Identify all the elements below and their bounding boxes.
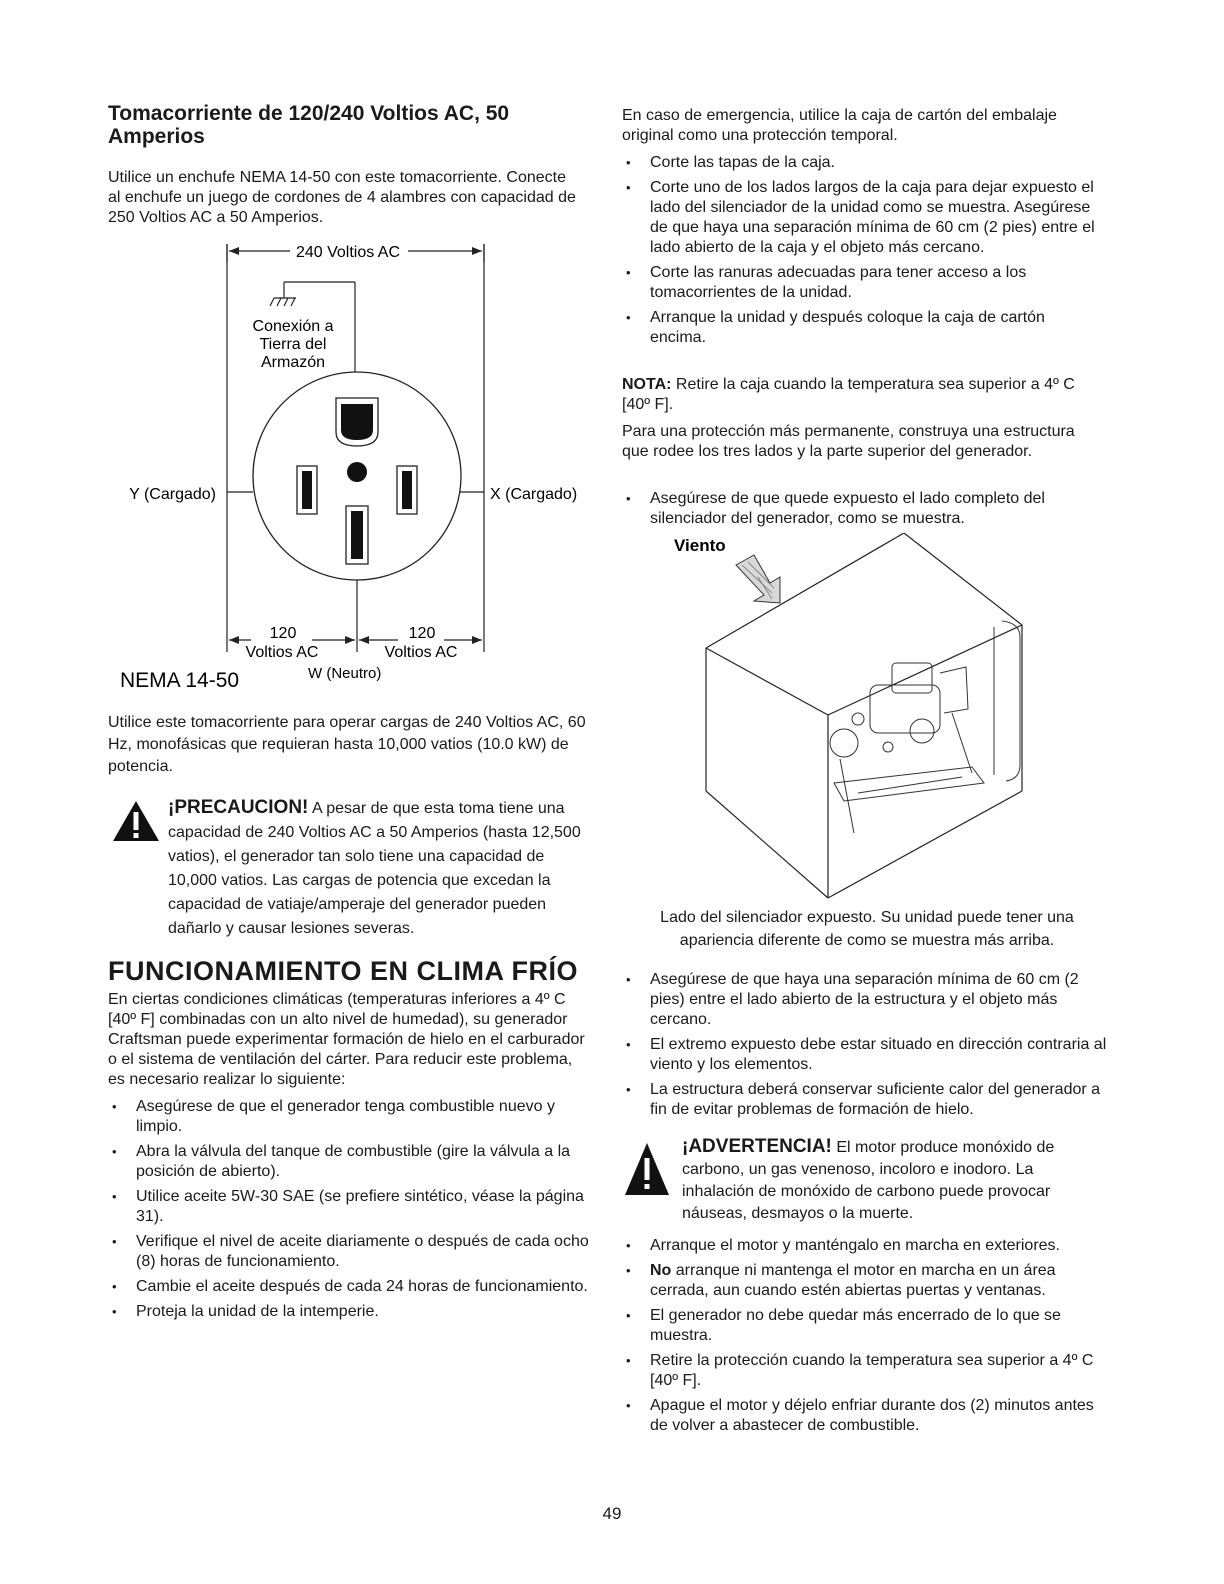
right-bottom-value: 120 <box>408 625 436 642</box>
warning-icon <box>624 1142 670 1196</box>
list-item: • No arranque ni mantenga el motor en marcha en un área cerrada, aun cuando estén abiertas puertas y ventanas. <box>622 1261 1108 1301</box>
top-voltage-label: 240 Voltios AC <box>295 244 401 261</box>
neutral-label: W (Neutro) <box>308 665 382 682</box>
no-emphasis: No <box>650 1262 672 1279</box>
list-item: • El extremo expuesto debe estar situado en dirección contraria al viento y los elementos. <box>622 1035 1108 1075</box>
list-item: • Proteja la unidad de la intemperie. <box>108 1302 592 1322</box>
right-load-label: X (Cargado) <box>490 486 578 503</box>
list-item: • Asegúrese de que quede expuesto el lado completo del silenciador del generador, como se muestra. <box>622 489 1102 529</box>
warning-text: El motor produce monóxido de carbono, un gas venenoso, incoloro e inodoro. La inhalación de monóxido de carbono puede provocar náuseas, desmayos o la muerte. <box>682 1139 1055 1222</box>
cold-weather-intro: En ciertas condiciones climáticas (temperaturas inferiores a 4º C [40º F] combinadas con un alto nivel de humedad), su generador Craftsman puede experimentar formación de hielo en el carburador o el sistema de ventilación del cárter. Para reducir este problema, es necesario realizar lo siguiente: <box>108 991 585 1088</box>
figure-caption <box>622 906 1112 952</box>
list-item: • Cambie el aceite después de cada 24 horas de funcionamiento. <box>108 1277 592 1297</box>
note-paragraph <box>622 375 1102 415</box>
cold-weather-heading: FUNCIONAMIENTO EN CLIMA FRÍO <box>108 956 578 986</box>
page-number: 49 <box>602 1504 622 1523</box>
list-item: • Arranque el motor y manténgalo en marcha en exteriores. <box>622 1236 1108 1256</box>
caution-title: ¡PRECAUCION! <box>168 797 309 818</box>
note-text: Retire la caja cuando la temperatura sea superior a 4º C [40º F]. <box>622 376 1075 413</box>
left-bottom-value: 120 <box>269 625 297 642</box>
right-bottom-unit: Voltios AC <box>384 644 458 661</box>
outlet-heading: Tomacorriente de 120/240 Voltios AC, 50 Amperios <box>108 102 510 148</box>
left-bottom-unit: Voltios AC <box>245 644 319 661</box>
ground-label-3: Armazón <box>260 354 326 371</box>
note-label: NOTA: <box>622 376 672 393</box>
structure-list <box>622 970 1108 1125</box>
list-item: • Utilice aceite 5W-30 SAE (se prefiere sintético, véase la página 31). <box>108 1187 592 1227</box>
ground-label-2: Tierra del <box>259 336 327 353</box>
list-item: • Retire la protección cuando la temperatura sea superior a 4º C [40º F]. <box>622 1351 1108 1391</box>
outlet-usage: Utilice este tomacorriente para operar cargas de 240 Voltios AC, 60 Hz, monofásicas que requieran hasta 10,000 vatios (10.0 kW) de potencia. <box>108 714 586 775</box>
list-item: • Arranque la unidad y después coloque la caja de cartón encima. <box>622 308 1102 348</box>
ground-label-1: Conexión a <box>252 318 334 335</box>
warning-box <box>624 1136 1108 1225</box>
list-item: • Corte las tapas de la caja. <box>622 153 1102 173</box>
generator-icon <box>830 621 1020 833</box>
permanent-protection: Para una protección más permanente, construya una estructura que rodee los tres lados y la parte superior del generador. <box>622 423 1075 460</box>
final-list <box>622 1236 1108 1441</box>
caution-box <box>112 796 596 941</box>
list-item: • Asegúrese de que el generador tenga combustible nuevo y limpio. <box>108 1097 592 1137</box>
wind-arrow-icon <box>736 555 780 603</box>
wind-label: Viento <box>674 536 726 555</box>
nema-outlet-diagram <box>108 236 594 696</box>
emergency-intro: En caso de emergencia, utilice la caja de cartón del embalaje original como una protección temporal. <box>622 107 1057 144</box>
box-list <box>622 153 1102 353</box>
outlet-intro: Utilice un enchufe NEMA 14-50 con este tomacorriente. Conecte al enchufe un juego de cordones de 4 alambres con capacidad de 250 Voltios AC a 50 Amperios. <box>108 169 576 226</box>
list-item: • Abra la válvula del tanque de combustible (gire la válvula a la posición de abierto). <box>108 1142 592 1182</box>
enclosure-box <box>706 533 1022 898</box>
list-item: • Corte las ranuras adecuadas para tener acceso a los tomacorrientes de la unidad. <box>622 263 1102 303</box>
cold-weather-list <box>108 1097 592 1327</box>
list-item: • Verifique el nivel de aceite diariamente o después de cada ocho (8) horas de funcionamiento. <box>108 1232 592 1272</box>
list-item: • Corte uno de los lados largos de la caja para dejar expuesto el lado del silenciador de la unidad como se muestra. Asegúrese de que haya una separación mínima de 60 cm (2 pies) entre el lado abierto de la caja y el objeto más cercano. <box>622 178 1102 258</box>
figure-caption-line-1: Lado del silenciador expuesto. Su unidad puede tener una <box>660 909 1074 926</box>
caution-text: A pesar de que esta toma tiene una capacidad de 240 Voltios AC a 50 Amperios (hasta 12,500 vatios), el generador tan solo tiene una capacidad de 10,000 vatios. Las cargas de potencia que excedan la capacidad de vatiaje/amperaje del generador pueden dañarlo y causar lesiones severas. <box>168 800 581 937</box>
list-item: • El generador no debe quedar más encerrado de lo que se muestra. <box>622 1306 1108 1346</box>
nema-model-label: NEMA 14-50 <box>120 669 240 692</box>
figure-caption-line-2: apariencia diferente de como se muestra más arriba. <box>679 932 1055 949</box>
list-item: • La estructura deberá conservar suficiente calor del generador a fin de evitar problemas de formación de hielo. <box>622 1080 1108 1120</box>
list-item: • Asegúrese de que haya una separación mínima de 60 cm (2 pies) entre el lado abierto de la estructura y el objeto más cercano. <box>622 970 1108 1030</box>
warning-title: ¡ADVERTENCIA! <box>682 1136 832 1157</box>
list-item: • Apague el motor y déjelo enfriar durante dos (2) minutos antes de volver a abastecer de combustible. <box>622 1396 1108 1436</box>
permanent-list <box>622 489 1102 534</box>
enclosure-figure <box>622 533 1112 903</box>
caution-icon <box>112 800 160 842</box>
left-load-label: Y (Cargado) <box>129 486 216 503</box>
